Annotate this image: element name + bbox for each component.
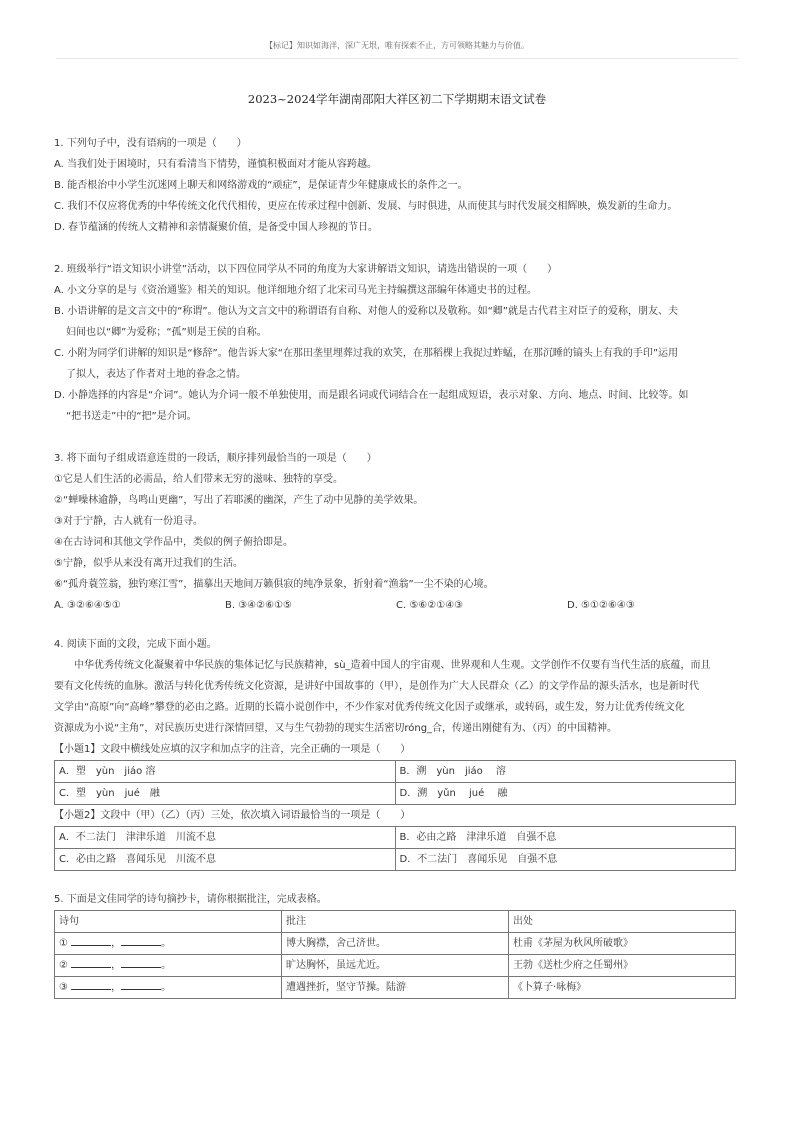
q5-source-cell: 《卜算子·咏梅》	[509, 977, 736, 999]
q4-sub2-option-b: B．必由之路 津津乐道 自强不息	[395, 827, 736, 849]
fill-blank[interactable]	[121, 957, 161, 968]
table-row	[55, 933, 736, 955]
q3-sentence: ⑤宁静，似乎从来没有离开过我们的生活。	[54, 558, 243, 569]
q4-sub2-stem: 【小题2】文段中（甲）（乙）（丙）三处，依次填入词语最恰当的一项是（ ）	[54, 810, 411, 821]
q2-option-c: C. 小附为同学们讲解的知识是“修辞”。他告诉大家“在那田垄里埋葬过我的欢笑，在那稻棵上我捉过蚱蜢，在那沉睡的镐头上有我的手印”运用	[54, 348, 679, 359]
q5-poem-cell: ② ， 。	[55, 955, 282, 977]
q5-poem-cell: ③ ， 。	[55, 977, 282, 999]
q2-option-a: A. 小文分享的是与《资治通鉴》相关的知识。他详细地介绍了北宋司马光主持编撰这部编年体通史书的过程。	[54, 285, 538, 296]
q2-option-c-cont: 了拟人，表达了作者对土地的眷念之情。	[66, 369, 246, 380]
q3-sentence: ④在古诗词和其他文学作品中，类似的例子俯拾即是。	[54, 537, 293, 548]
q2-option-b: B. 小语讲解的是文言文中的“称谓”。他认为文言文中的称谓语有自称、对他人的爱称以及敬称。如“卿”就是古代君主对臣子的爱称，朋友、夫	[54, 306, 678, 317]
q3-option-d: D. ⑤①②⑥④③	[567, 600, 635, 611]
q4-passage-line: 资源成为小说“主角”，对民族历史进行深情回望，又与生气勃勃的现实生活密切róng_合，传递出刚健有为、（丙）的中国精神。	[54, 723, 618, 734]
table-row	[55, 977, 736, 999]
page-title: 2023~2024学年湖南邵阳大祥区初二下学期期末语文试卷	[247, 92, 547, 106]
fill-blank[interactable]	[71, 957, 111, 968]
q1-option-a: A. 当我们处于困境时，只有看清当下情势，谨慎积极面对才能从容跨越。	[54, 159, 378, 170]
fill-blank[interactable]	[121, 979, 161, 990]
q4-sub1-option-b: B．溯 yùn jiáo 溶	[395, 761, 736, 783]
q2-stem: 2. 班级举行“语文知识小讲堂”活动，以下四位同学从不同的角度为大家讲解语文知识，请选出错误的一项（ ）	[54, 264, 558, 275]
q3-sentence: ②“蝉噪林逾静，鸟鸣山更幽”，写出了若耶溪的幽深，产生了动中见静的美学效果。	[54, 495, 424, 506]
q5-stem: 5. 下面是文佳同学的诗句摘抄卡，请你根据批注，完成表格。	[54, 894, 327, 905]
q4-passage-line: 要有文化传统的血脉。激活与转化优秀传统文化资源，是讲好中国故事的（甲），是创作为广大人民群众（乙）的文学作品的源头活水，也是新时代	[54, 681, 699, 692]
q3-sentence: ⑥“孤舟蓑笠翁，独钓寒江雪”，描摹出天地间万籁俱寂的纯净景象，折射着“渔翁”一尘不染的心境。	[54, 579, 494, 590]
header-divider	[56, 58, 738, 59]
q5-header-source: 出处	[509, 911, 736, 933]
q4-sub1-option-a: A．塑 yùn jiáo 溶	[55, 761, 396, 783]
q2-option-d: D. 小静选择的内容是“介词”。她认为介词一般不单独使用，而是跟名词或代词结合在一起组成短语，表示对象、方向、地点、时间、比较等。如	[54, 390, 689, 401]
q3-stem: 3. 将下面句子组成语意连贯的一段话，顺序排列最恰当的一项是（ ）	[54, 453, 377, 464]
q5-header-note: 批注	[282, 911, 509, 933]
q5-poem-cell: ① ， 。	[55, 933, 282, 955]
q1-option-c: C. 我们不仅应将优秀的中华传统文化代代相传，更应在传承过程中创新、发展、与时俱进，从而使其与时代发展交相辉映，焕发新的生命力。	[54, 201, 678, 212]
q4-passage-line: 中华优秀传统文化凝聚着中华民族的集体记忆与民族精神，sù_造着中国人的宇宙观、世界观和人生观。文学创作不仅要有当代生活的底蕴，而且	[74, 660, 711, 671]
q5-source-cell: 杜甫《茅屋为秋风所破歌》	[509, 933, 736, 955]
q2-option-b-cont: 妇间也以“卿”为爱称；“孤”则是王侯的自称。	[66, 327, 267, 338]
q1-stem: 1. 下列句子中，没有语病的一项是（ ）	[54, 138, 247, 149]
q3-sentence: ③对于宁静，古人就有一份追寻。	[54, 516, 203, 527]
q3-sentence: ①它是人们生活的必需品，给人们带来无穷的滋味、独特的享受。	[54, 474, 343, 485]
q3-options	[54, 595, 740, 616]
q4-sub1-options-table	[54, 760, 736, 805]
header-note: 【标记】知识如海洋，深广无垠，唯有探索不止，方可领略其魅力与价值。	[265, 41, 529, 50]
q5-poem-table	[54, 910, 736, 999]
q4-sub1-option-c: C．塑 yùn jué 融	[55, 783, 396, 805]
table-row	[55, 955, 736, 977]
q5-source-cell: 王勃《送杜少府之任蜀州》	[509, 955, 736, 977]
q1-option-d: D. 春节蕴涵的传统人文精神和亲情凝聚价值，是备受中国人珍视的节日。	[54, 222, 379, 233]
q4-stem: 4. 阅读下面的文段，完成下面小题。	[54, 639, 217, 650]
fill-blank[interactable]	[71, 935, 111, 946]
q5-note-cell: 遭遇挫折，坚守节操。陆游	[282, 977, 509, 999]
q4-sub1-option-d: D．溯 yǔn jué 融	[395, 783, 736, 805]
q1-option-b: B. 能否根治中小学生沉迷网上聊天和网络游戏的“顽症”，是保证青少年健康成长的条件之一。	[54, 180, 468, 191]
q2-option-d-cont: “把书送走”中的“把”是介词。	[66, 411, 197, 422]
fill-blank[interactable]	[121, 935, 161, 946]
q3-option-b: B. ③④②⑥①⑤	[225, 600, 293, 611]
q5-note-cell: 博大胸襟，舍己济世。	[282, 933, 509, 955]
q4-sub2-option-c: C．必由之路 喜闻乐见 川流不息	[55, 849, 396, 871]
exam-content	[54, 133, 740, 999]
q4-passage-line: 文学由“高原”向“高峰”攀登的必由之路。近期的长篇小说创作中，不少作家对优秀传统文化因子或继承，或转码，或生发，努力让优秀传统文化	[54, 702, 685, 713]
q3-option-c: C. ⑤⑥②①④③	[396, 600, 464, 611]
fill-blank[interactable]	[71, 979, 111, 990]
q3-option-a: A. ③②⑥④⑤①	[54, 600, 121, 611]
q5-header-poem: 诗句	[55, 911, 282, 933]
q4-sub2-options-table	[54, 826, 736, 871]
q5-note-cell: 旷达胸怀，虽远尤近。	[282, 955, 509, 977]
q4-sub1-stem: 【小题1】文段中横线处应填的汉字和加点字的注音，完全正确的一项是（ ）	[54, 744, 411, 755]
q4-sub2-option-a: A．不二法门 津津乐道 川流不息	[55, 827, 396, 849]
q4-sub2-option-d: D．不二法门 喜闻乐见 自强不息	[395, 849, 736, 871]
